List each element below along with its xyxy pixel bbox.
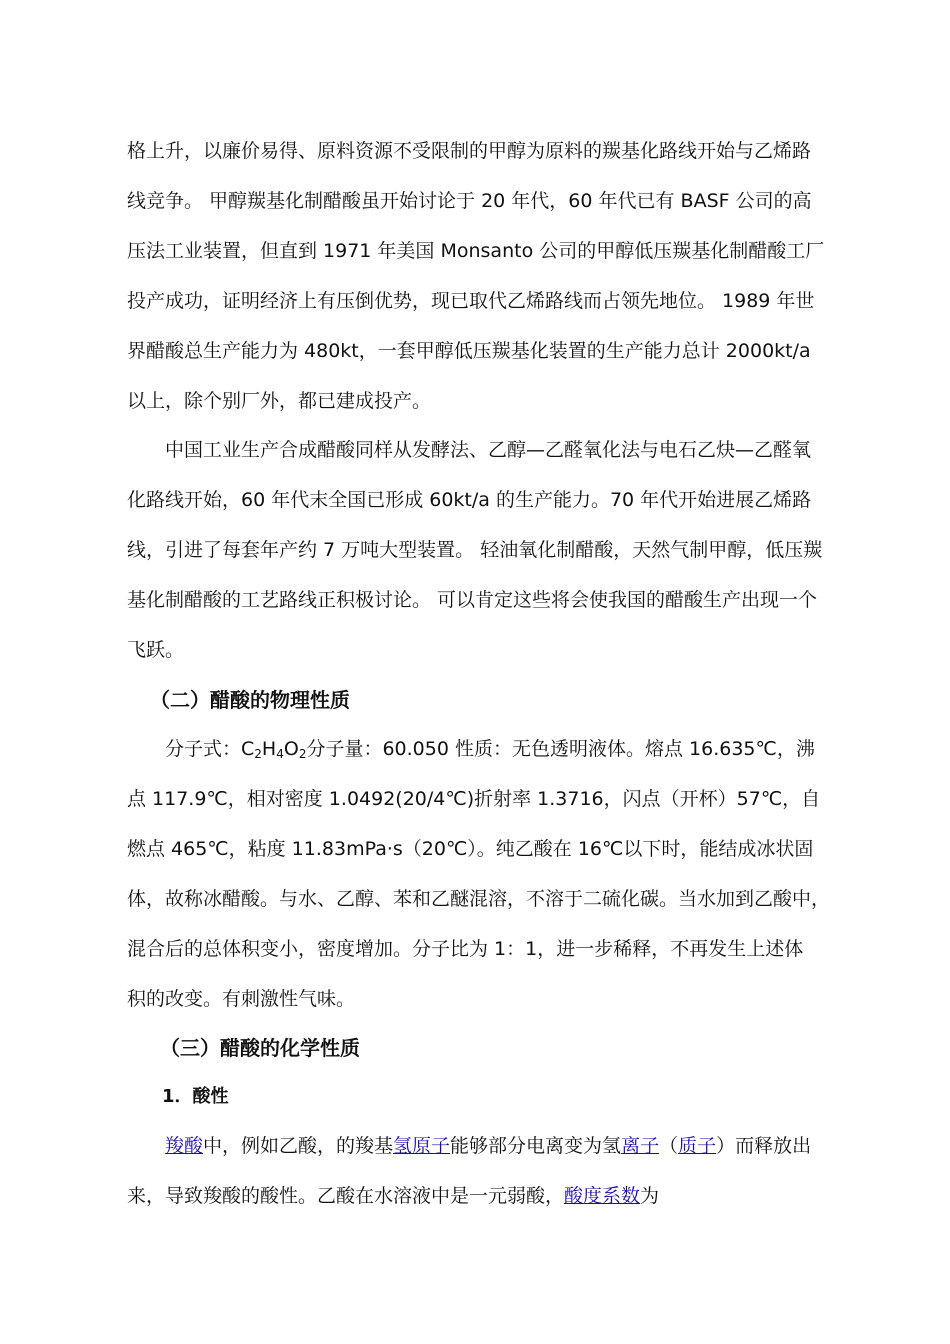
text-segment: ）而释放出 (716, 1135, 812, 1157)
paragraph-line: 界醋酸总生产能力为 480kt，一套甲醇低压羰基化装置的生产能力总计 2000kt/a (127, 340, 811, 362)
link-acidity-coefficient[interactable]: 酸度系数 (564, 1185, 641, 1207)
section-heading-physical: （二）醋酸的物理性质 (150, 688, 350, 712)
paragraph-line: 线，引进了每套年产约 7 万吨大型装置。 轻油氧化制醋酸，天然气制甲醇，低压羰 (127, 539, 823, 561)
paragraph-line: 体，故称冰醋酸。与水、乙醇、苯和乙醚混溶，不溶于二硫化碳。当水加到乙酸中， (127, 888, 831, 910)
paragraph-line: 积的改变。有刺激性气味。 (127, 988, 356, 1010)
subscript: 4 (276, 747, 284, 761)
acidity-line-2 (127, 1184, 659, 1208)
formula-line (165, 737, 815, 761)
formula-h: H (261, 738, 277, 760)
paragraph-line: 线竞争。 甲醇羰基化制醋酸虽开始讨论于 20 年代，60 年代已有 BASF 公司的高 (127, 190, 812, 212)
text-segment: 来，导致羧酸的酸性。乙酸在水溶液中是一元弱酸， (127, 1185, 565, 1207)
paragraph-line: 压法工业装置，但直到 1971 年美国 Monsanto 公司的甲醇低压羰基化制醋酸工厂 (127, 240, 825, 262)
paragraph-line: 以上，除个别厂外，都已建成投产。 (127, 390, 432, 412)
text-segment: 为 (640, 1185, 660, 1207)
link-hydrogen-atom[interactable]: 氢原子 (393, 1135, 451, 1157)
paragraph-line: 基化制醋酸的工艺路线正积极讨论。 可以肯定这些将会使我国的醋酸生产出现一个 (127, 589, 818, 611)
paragraph-line: 格上升，以廉价易得、原料资源不受限制的甲醇为原料的羰基化路线开始与乙烯路 (127, 140, 812, 162)
paragraph-line: 燃点 465℃，粘度 11.83mPa·s（20℃）。纯乙酸在 16℃以下时，能结成冰状固 (127, 838, 814, 860)
text-segment: 中，例如乙酸，的羧基 (203, 1135, 394, 1157)
formula-o: O (283, 738, 299, 760)
paragraph-line: 飞跃。 (127, 639, 185, 661)
link-proton[interactable]: 质子 (678, 1135, 717, 1157)
paragraph-line: 混合后的总体积变小，密度增加。分子比为 1：1，进一步稀释，不再发生上述体 (127, 938, 804, 960)
formula-prefix: 分子式：C (165, 738, 255, 760)
subscript: 2 (254, 747, 262, 761)
subsection-heading-acidity: 1．酸性 (162, 1086, 229, 1107)
link-carboxylic-acid[interactable]: 羧酸 (165, 1135, 204, 1157)
link-ion[interactable]: 离子 (621, 1135, 660, 1157)
text-segment: 能够部分电离变为氢 (450, 1135, 622, 1157)
text-segment: （ (659, 1135, 679, 1157)
section-heading-chemical: （三）醋酸的化学性质 (160, 1036, 360, 1060)
formula-rest: 分子量：60.050 性质：无色透明液体。熔点 16.635℃，沸 (306, 738, 815, 760)
paragraph-line: 投产成功，证明经济上有压倒优势，现已取代乙烯路线而占领先地位。 1989 年世 (127, 290, 815, 312)
paragraph-line: 化路线开始，60 年代末全国已形成 60kt/a 的生产能力。70 年代开始进展乙烯路 (127, 489, 812, 511)
acidity-line-1 (165, 1134, 811, 1158)
paragraph-line: 点 117.9℃，相对密度 1.0492(20/4℃)折射率 1.3716，闪点（开杯）57℃，自 (127, 788, 821, 810)
paragraph-line: 中国工业生产合成醋酸同样从发酵法、乙醇—乙醛氧化法与电石乙炔—乙醛氧 (165, 439, 812, 461)
subscript: 2 (298, 747, 307, 761)
